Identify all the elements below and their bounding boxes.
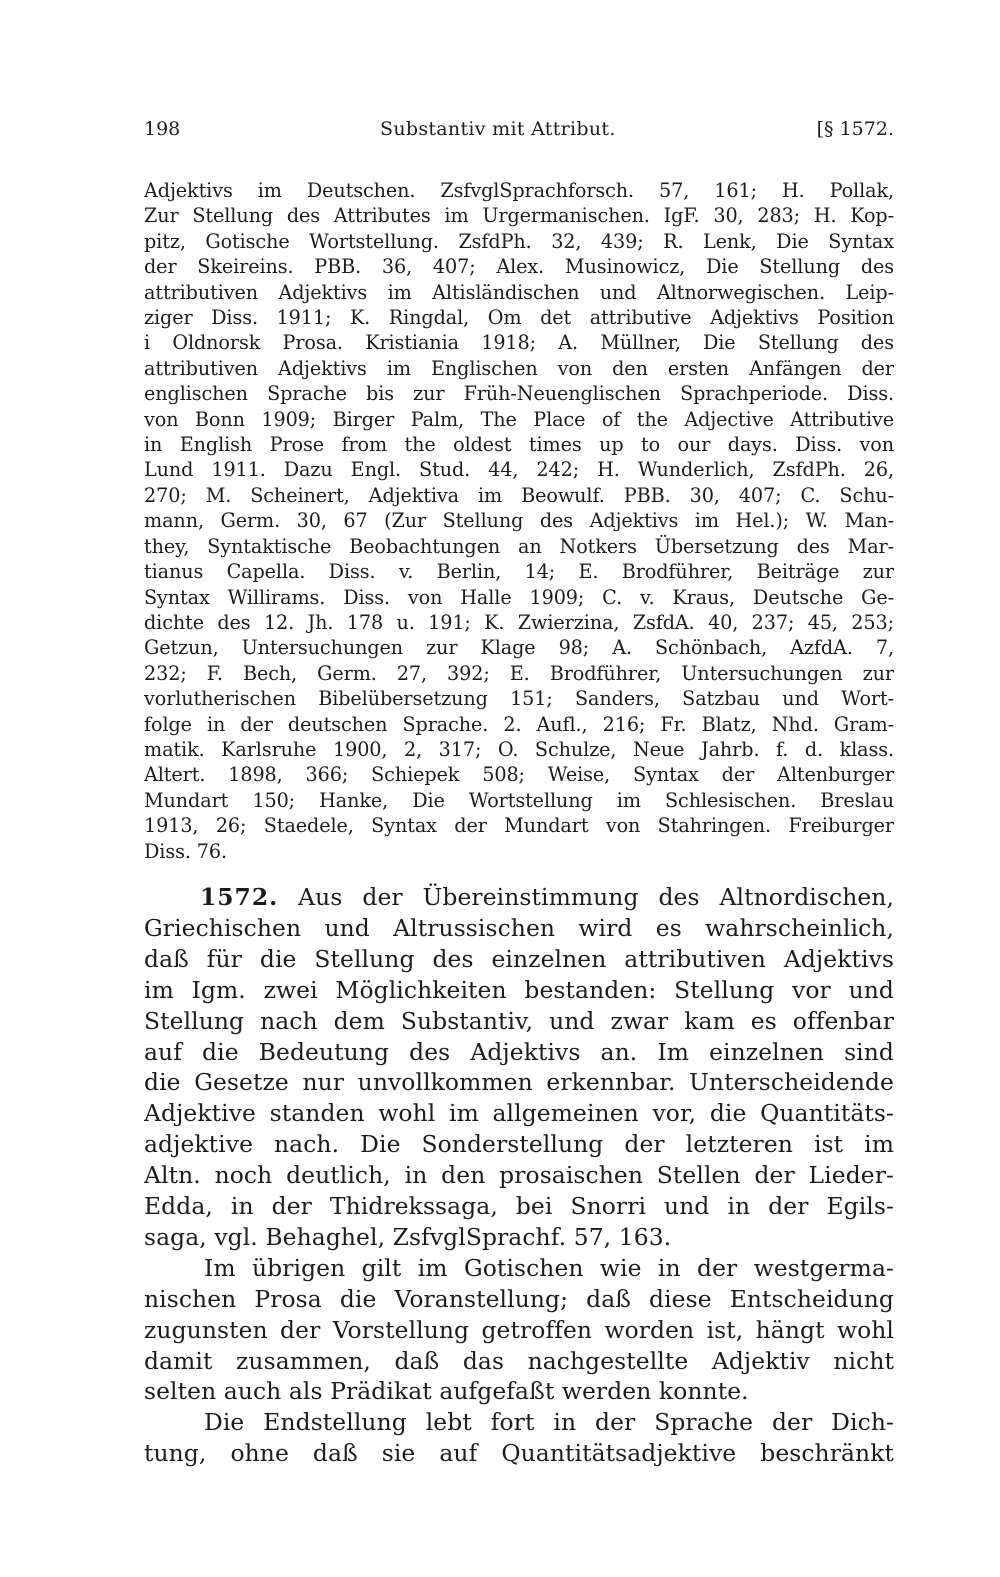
bibliography-line: Zur Stellung des Attributes im Urgermanischen. IgF. 30, 283; H. Kop-	[144, 204, 894, 228]
bibliography-line: i Oldnorsk Prosa. Kristiania 1918; A. Müllner, Die Stellung des	[144, 331, 894, 355]
paragraph-line: auf die Bedeutung des Adjektivs an. Im einzelnen sind	[144, 1037, 894, 1066]
bibliography-line: matik. Karlsruhe 1900, 2, 317; O. Schulze, Neue Jahrb. f. d. klass.	[144, 737, 894, 761]
bibliography-line: pitz, Gotische Wortstellung. ZsfdPh. 32, 439; R. Lenk, Die Syntax	[144, 229, 894, 253]
paragraph-line: selten auch als Prädikat aufgefaßt werden konnte.	[144, 1377, 749, 1406]
paragraph-line: tung, ohne daß sie auf Quantitätsadjektive beschränkt	[144, 1439, 894, 1468]
section-reference: [§ 1572.	[816, 118, 894, 140]
bibliography-line: 270; M. Scheinert, Adjektiva im Beowulf. PBB. 30, 407; C. Schu-	[144, 483, 894, 507]
bibliography-line: englischen Sprache bis zur Früh-Neuenglischen Sprachperiode. Diss.	[144, 382, 894, 406]
bibliography-line: vorlutherischen Bibelübersetzung 151; Sanders, Satzbau und Wort-	[144, 687, 894, 711]
paragraph-line: im Igm. zwei Möglichkeiten bestanden: Stellung vor und	[144, 975, 894, 1004]
paragraph-line: Im übrigen gilt im Gotischen wie in der westgerma-	[204, 1253, 894, 1282]
bibliography-line: mann, Germ. 30, 67 (Zur Stellung des Adjektivs im Hel.); W. Man-	[144, 509, 894, 533]
bibliography-line: in English Prose from the oldest times up to our days. Diss. von	[144, 433, 894, 457]
running-title: Substantiv mit Attribut.	[380, 118, 616, 140]
paragraph-line: Altn. noch deutlich, in den prosaischen Stellen der Lieder-	[144, 1161, 894, 1190]
paragraph-line: daß für die Stellung des einzelnen attributiven Adjektivs	[144, 944, 894, 973]
bibliography-line: Syntax Willirams. Diss. von Halle 1909; C. v. Kraus, Deutsche Ge-	[144, 585, 894, 609]
bibliography-line: they, Syntaktische Beobachtungen an Notkers Übersetzung des Mar-	[144, 534, 894, 558]
bibliography-line: Lund 1911. Dazu Engl. Stud. 44, 242; H. Wunderlich, ZsfdPh. 26,	[144, 458, 894, 482]
bibliography-line: folge in der deutschen Sprache. 2. Aufl., 216; Fr. Blatz, Nhd. Gram-	[144, 712, 894, 736]
section-number: 1572.	[200, 882, 279, 911]
bibliography-block	[144, 178, 894, 864]
paragraph-line: damit zusammen, daß das nachgestellte Adjektiv nicht	[144, 1346, 894, 1375]
paragraph-line: adjektive nach. Die Sonderstellung der letzteren ist im	[144, 1130, 894, 1159]
bibliography-line: von Bonn 1909; Birger Palm, The Place of the Adjective Attributive	[144, 407, 894, 431]
bibliography-line: attributiven Adjektivs im Englischen von den ersten Anfängen der	[144, 356, 894, 380]
bibliography-line: Getzun, Untersuchungen zur Klage 98; A. Schönbach, AzfdA. 7,	[144, 636, 894, 660]
paragraph-line: zugunsten der Vorstellung getroffen worden ist, hängt wohl	[144, 1315, 894, 1344]
book-page	[144, 112, 894, 1469]
paragraph-line: Die Endstellung lebt fort in der Sprache der Dich-	[204, 1408, 894, 1437]
section-first-line	[144, 882, 894, 913]
running-head	[144, 112, 894, 146]
bibliography-line: Diss. 76.	[144, 839, 228, 863]
bibliography-line: 232; F. Bech, Germ. 27, 392; E. Brodführer, Untersuchungen zur	[144, 661, 894, 685]
paragraph-line: Edda, in der Thidrekssaga, bei Snorri und in der Egils-	[144, 1192, 894, 1221]
section-body	[144, 882, 894, 1469]
paragraph-line: die Gesetze nur unvollkommen erkennbar. Unterscheidende	[144, 1068, 894, 1097]
paragraph-line: Griechischen und Altrussischen wird es wahrscheinlich,	[144, 913, 894, 942]
paragraph-line: Stellung nach dem Substantiv, und zwar kam es offenbar	[144, 1006, 894, 1035]
bibliography-line: der Skeireins. PBB. 36, 407; Alex. Musinowicz, Die Stellung des	[144, 255, 894, 279]
paragraph-line: Adjektive standen wohl im allgemeinen vor, die Quantitäts-	[144, 1099, 894, 1128]
paragraph-line: nischen Prosa die Voranstellung; daß diese Entscheidung	[144, 1284, 894, 1313]
bibliography-line: ziger Diss. 1911; K. Ringdal, Om det attributive Adjektivs Position	[144, 306, 894, 330]
bibliography-line: Adjektivs im Deutschen. ZsfvglSprachforsch. 57, 161; H. Pollak,	[144, 179, 894, 202]
bibliography-line: tianus Capella. Diss. v. Berlin, 14; E. Brodführer, Beiträge zur	[144, 560, 894, 584]
bibliography-line: 1913, 26; Staedele, Syntax der Mundart von Stahringen. Freiburger	[144, 814, 894, 838]
bibliography-line: dichte des 12. Jh. 178 u. 191; K. Zwierzina, ZsfdA. 40, 237; 45, 253;	[144, 610, 894, 634]
bibliography-line: Mundart 150; Hanke, Die Wortstellung im Schlesischen. Breslau	[144, 788, 894, 812]
bibliography-line: Altert. 1898, 366; Schiepek 508; Weise, Syntax der Altenburger	[144, 763, 894, 787]
paragraph-line: saga, vgl. Behaghel, ZsfvglSprachf. 57, 163.	[144, 1222, 672, 1251]
bibliography-line: attributiven Adjektivs im Altisländischen und Altnorwegischen. Leip-	[144, 280, 894, 304]
page-number: 198	[144, 118, 181, 140]
section-first-line-text: Aus der Übereinstimmung des Altnordischen,	[278, 882, 894, 911]
